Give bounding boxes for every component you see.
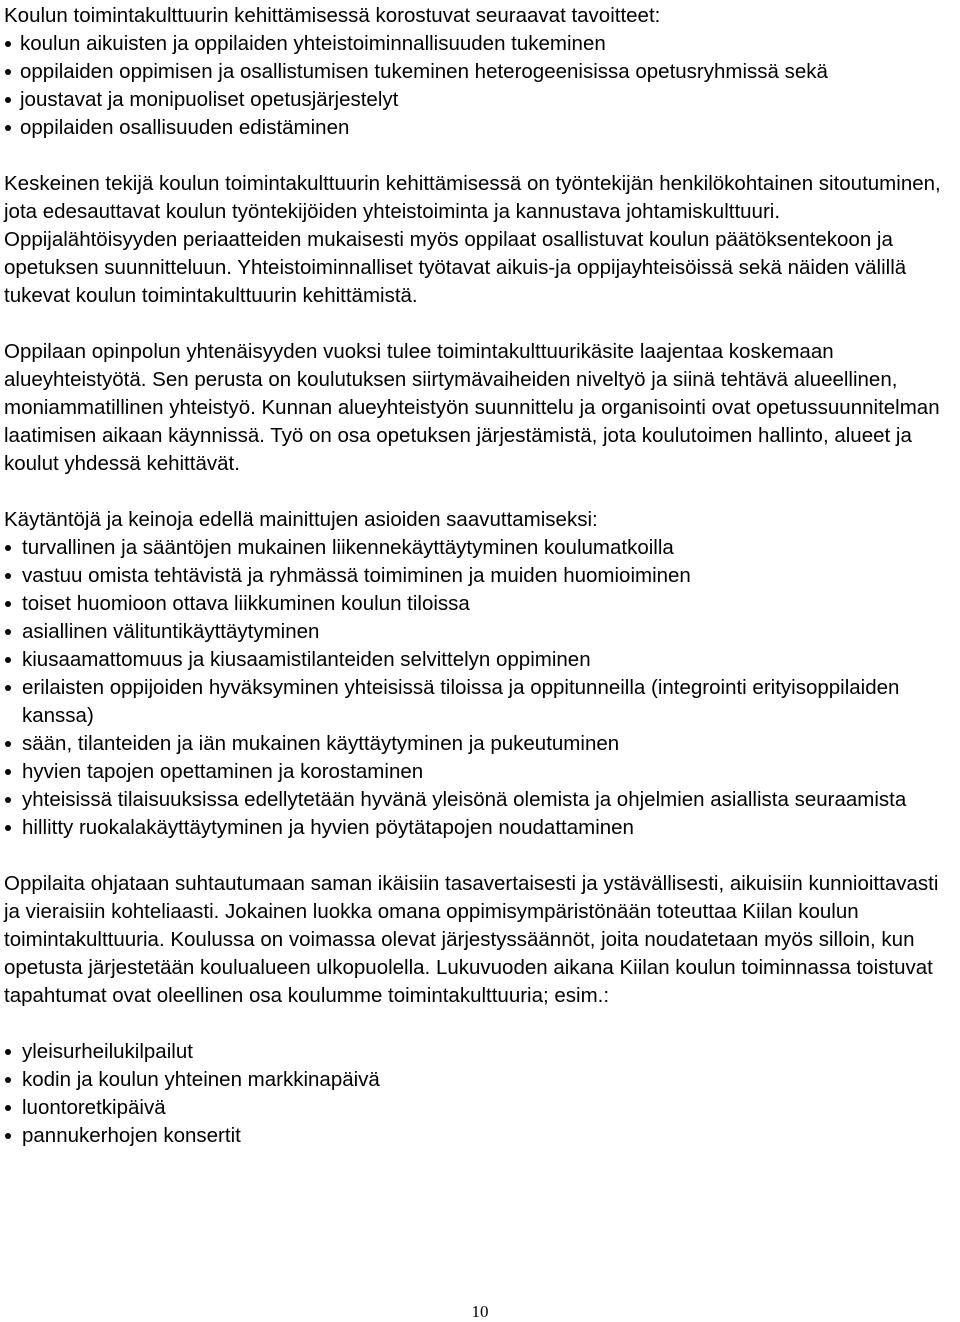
list-item: hyvien tapojen opettaminen ja korostaminen bbox=[4, 758, 956, 786]
practices-list bbox=[4, 534, 956, 842]
list-item: yleisurheilukilpailut bbox=[4, 1038, 956, 1066]
list-item: oppilaiden oppimisen ja osallistumisen tukeminen heterogeenisissa opetusryhmissä sekä bbox=[4, 58, 956, 86]
section2-heading: Käytäntöjä ja keinoja edellä mainittujen asioiden saavuttamiseksi: bbox=[4, 508, 598, 531]
list-item: sään, tilanteiden ja iän mukainen käyttäytyminen ja pukeutuminen bbox=[4, 730, 956, 758]
page-number: 10 bbox=[471, 1302, 489, 1321]
list-item: yhteisissä tilaisuuksissa edellytetään hyvänä yleisönä olemista ja ohjelmien asiallista seuraamista bbox=[4, 786, 956, 814]
list-item: luontoretkipäivä bbox=[4, 1094, 956, 1122]
paragraph-behaviour: Oppilaita ohjataan suhtautumaan saman ikäisiin tasavertaisesti ja ystävällisesti, aikuisiin kunnioittavasti ja vieraisiin kohteliaasti. Jokainen luokka omana oppimisympäristönään toteuttaa Kiilan koulun toimintakulttuuria. Koulussa on voimassa olevat järjestyssäännöt, joita noudatetaan myös silloin, kun opetusta järjestetään koulualueen ulkopuolella. Lukuvuoden aikana Kiilan koulun toiminnassa toistuvat tapahtumat ovat oleellinen osa koulumme toimintakulttuuria; esim.: bbox=[4, 872, 939, 1007]
list-item: vastuu omista tehtävistä ja ryhmässä toimiminen ja muiden huomioiminen bbox=[4, 562, 956, 590]
list-item: kodin ja koulun yhteinen markkinapäivä bbox=[4, 1066, 956, 1094]
list-item: koulun aikuisten ja oppilaiden yhteistoiminnallisuuden tukeminen bbox=[4, 30, 956, 58]
document-page bbox=[4, 2, 956, 1150]
list-item: toiset huomioon ottava liikkuminen koulun tiloissa bbox=[4, 590, 956, 618]
section1-heading: Koulun toimintakulttuurin kehittämisessä korostuvat seuraavat tavoitteet: bbox=[4, 4, 661, 27]
goals-list bbox=[4, 30, 956, 142]
paragraph-regional-cooperation: Oppilaan opinpolun yhtenäisyyden vuoksi tulee toimintakulttuurikäsite laajentaa koskemaan alueyhteistyötä. Sen perusta on koulutuksen siirtymävaiheiden niveltyö ja siinä tehtävä alueellinen, moniammatillinen yhteistyö. Kunnan alueyhteistyön suunnittelu ja organisointi ovat opetussuunnitelman laatimisen aikaan käynnissä. Työ on osa opetuksen järjestämistä, jota koulutoimen hallinto, alueet ja koulut yhdessä kehittävät. bbox=[4, 340, 940, 475]
list-item: joustavat ja monipuoliset opetusjärjestelyt bbox=[4, 86, 956, 114]
list-item: turvallinen ja sääntöjen mukainen liikennekäyttäytyminen koulumatkoilla bbox=[4, 534, 956, 562]
list-item: asiallinen välituntikäyttäytyminen bbox=[4, 618, 956, 646]
list-item: hillitty ruokalakäyttäytyminen ja hyvien pöytätapojen noudattaminen bbox=[4, 814, 956, 842]
list-item: kiusaamattomuus ja kiusaamistilanteiden selvittelyn oppiminen bbox=[4, 646, 956, 674]
list-item: erilaisten oppijoiden hyväksyminen yhteisissä tiloissa ja oppitunneilla (integrointi erityisoppilaiden kanssa) bbox=[4, 674, 956, 730]
list-item: pannukerhojen konsertit bbox=[4, 1122, 956, 1150]
events-list bbox=[4, 1038, 956, 1150]
list-item: oppilaiden osallisuuden edistäminen bbox=[4, 114, 956, 142]
paragraph-commitment: Keskeinen tekijä koulun toimintakulttuurin kehittämisessä on työntekijän henkilökohtainen sitoutuminen, jota edesauttavat koulun työntekijöiden yhteistoiminta ja kannustava johtamiskulttuuri. Oppijalähtöisyyden periaatteiden mukaisesti myös oppilaat osallistuvat koulun päätöksentekoon ja opetuksen suunnitteluun. Yhteistoiminnalliset työtavat aikuis-ja oppijayhteisöissä sekä näiden välillä tukevat koulun toimintakulttuurin kehittämistä. bbox=[4, 172, 941, 307]
